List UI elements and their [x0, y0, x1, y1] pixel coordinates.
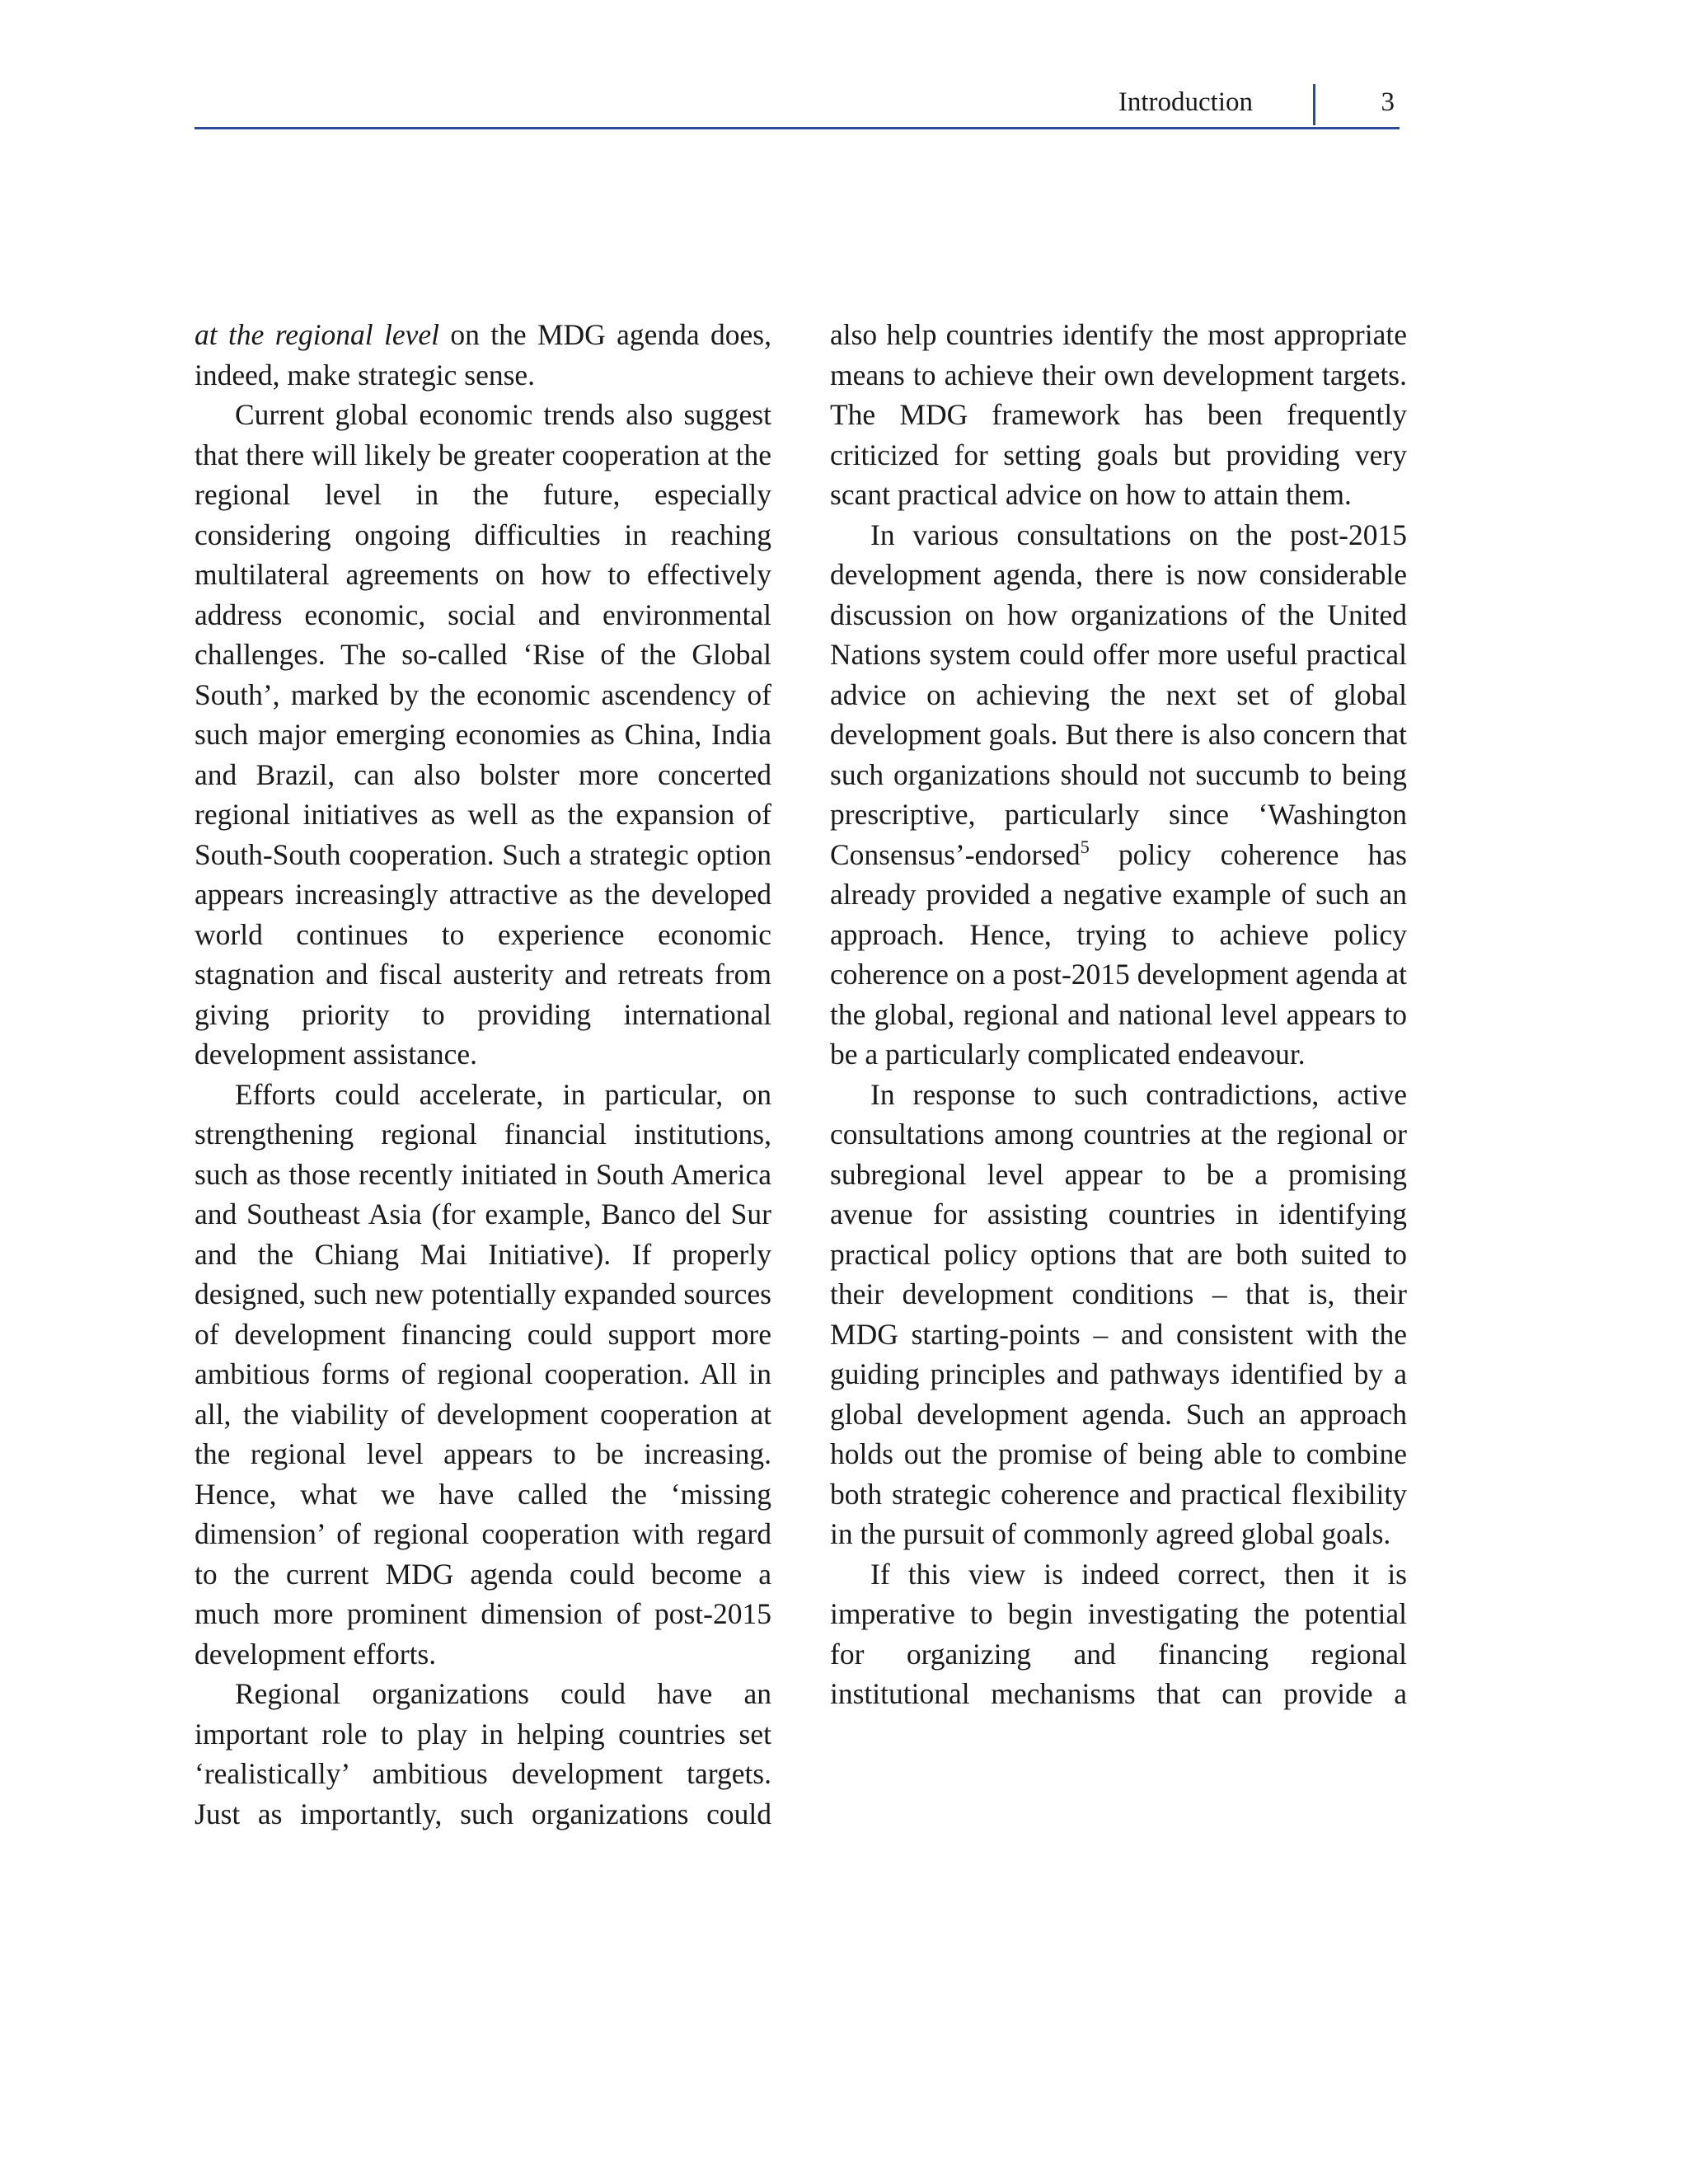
paragraph: Current global economic trends also suggest that there will likely be greater cooperation at the regional level in the future, especially considering ongoing difficulties in reaching multilateral agreements on how to effectively address economic, social and environmental challenges. The so-called ‘Rise of the Global South’, marked by the economic ascendency of such major emerging economies as China, India and Brazil, can also bolster more concerted regional initiatives as well as the expansion of South-South cooperation. Such a strategic option appears increasingly attractive as the developed world continues to experience economic stagnation and fiscal austerity and retreats from giving priority to providing international development assistance.: [195, 398, 771, 1071]
footnote-reference[interactable]: 5: [1080, 836, 1090, 857]
paragraph: also help countries identify the most appropriate means to achieve their own development targets. The MDG framework has been frequently criticized for setting goals but providing very scant practical advice on how to attain them.: [830, 318, 1407, 511]
paragraph-text: on the MDG agenda does, indeed, make strategic sense.: [195, 318, 771, 391]
paragraph: In response to such contradictions, active consultations among countries at the regional or subregional level appear to be a promising avenue for assisting countries in identifying practical policy options that are both suited to their development conditions – that is, their MDG starting-points – and consistent with the guiding principles and pathways identified by a global development agenda. Such an approach holds out the promise of being able to combine both strategic coherence and practical flexibility in the pursuit of commonly agreed global goals.: [830, 1077, 1407, 1550]
page-number: 3: [1381, 87, 1395, 117]
paragraph: [830, 515, 1407, 1075]
section-title: Introduction: [1118, 87, 1253, 117]
paragraph: [195, 315, 771, 395]
paragraph-text: policy coherence has already provided a negative example of such an approach. Hence, trying to achieve policy coherence on a post-2015 development agenda at the global, regional and national level appears to be a particularly complicated endeavour.: [830, 837, 1407, 1071]
emphasized-phrase: at the regional level: [195, 318, 440, 351]
running-header: [195, 73, 1400, 129]
paragraph: Efforts could accelerate, in particular, on strengthening regional financial institutions, such as those recently initiated in South America and Southeast Asia (for example, Banco del Sur and the Chiang Mai Initiative). If properly designed, such new potentially expanded sources of development financing could support more ambitious forms of regional cooperation. All in all, the viability of development cooperation at the regional level appears to be increasing. Hence, what we have called the ‘missing dimension’ of regional cooperation with regard to the current MDG agenda could become a much more prominent dimension of post-2015 development efforts.: [195, 1077, 771, 1671]
paragraph: Regional organizations could have an important role to play in helping countries set ‘realistically’ ambitious development targets. Just as importantly, such organizations could: [195, 1677, 771, 1830]
header-divider: [1313, 84, 1315, 125]
right-column: [830, 315, 1407, 1714]
left-column: [195, 315, 771, 1834]
paragraph: If this view is indeed correct, then it is imperative to begin investigating the potential for organizing and financing regional institutional mechanisms that can provide a: [830, 1557, 1407, 1710]
paragraph-text: In various consultations on the post-2015 development agenda, there is now considerable discussion on how organizations of the United Nations system could offer more useful practical advice on achieving the next set of global development goals. But there is also concern that such organizations should not succumb to being prescriptive, particularly since ‘Washington Consensus’-endorsed: [830, 518, 1407, 871]
